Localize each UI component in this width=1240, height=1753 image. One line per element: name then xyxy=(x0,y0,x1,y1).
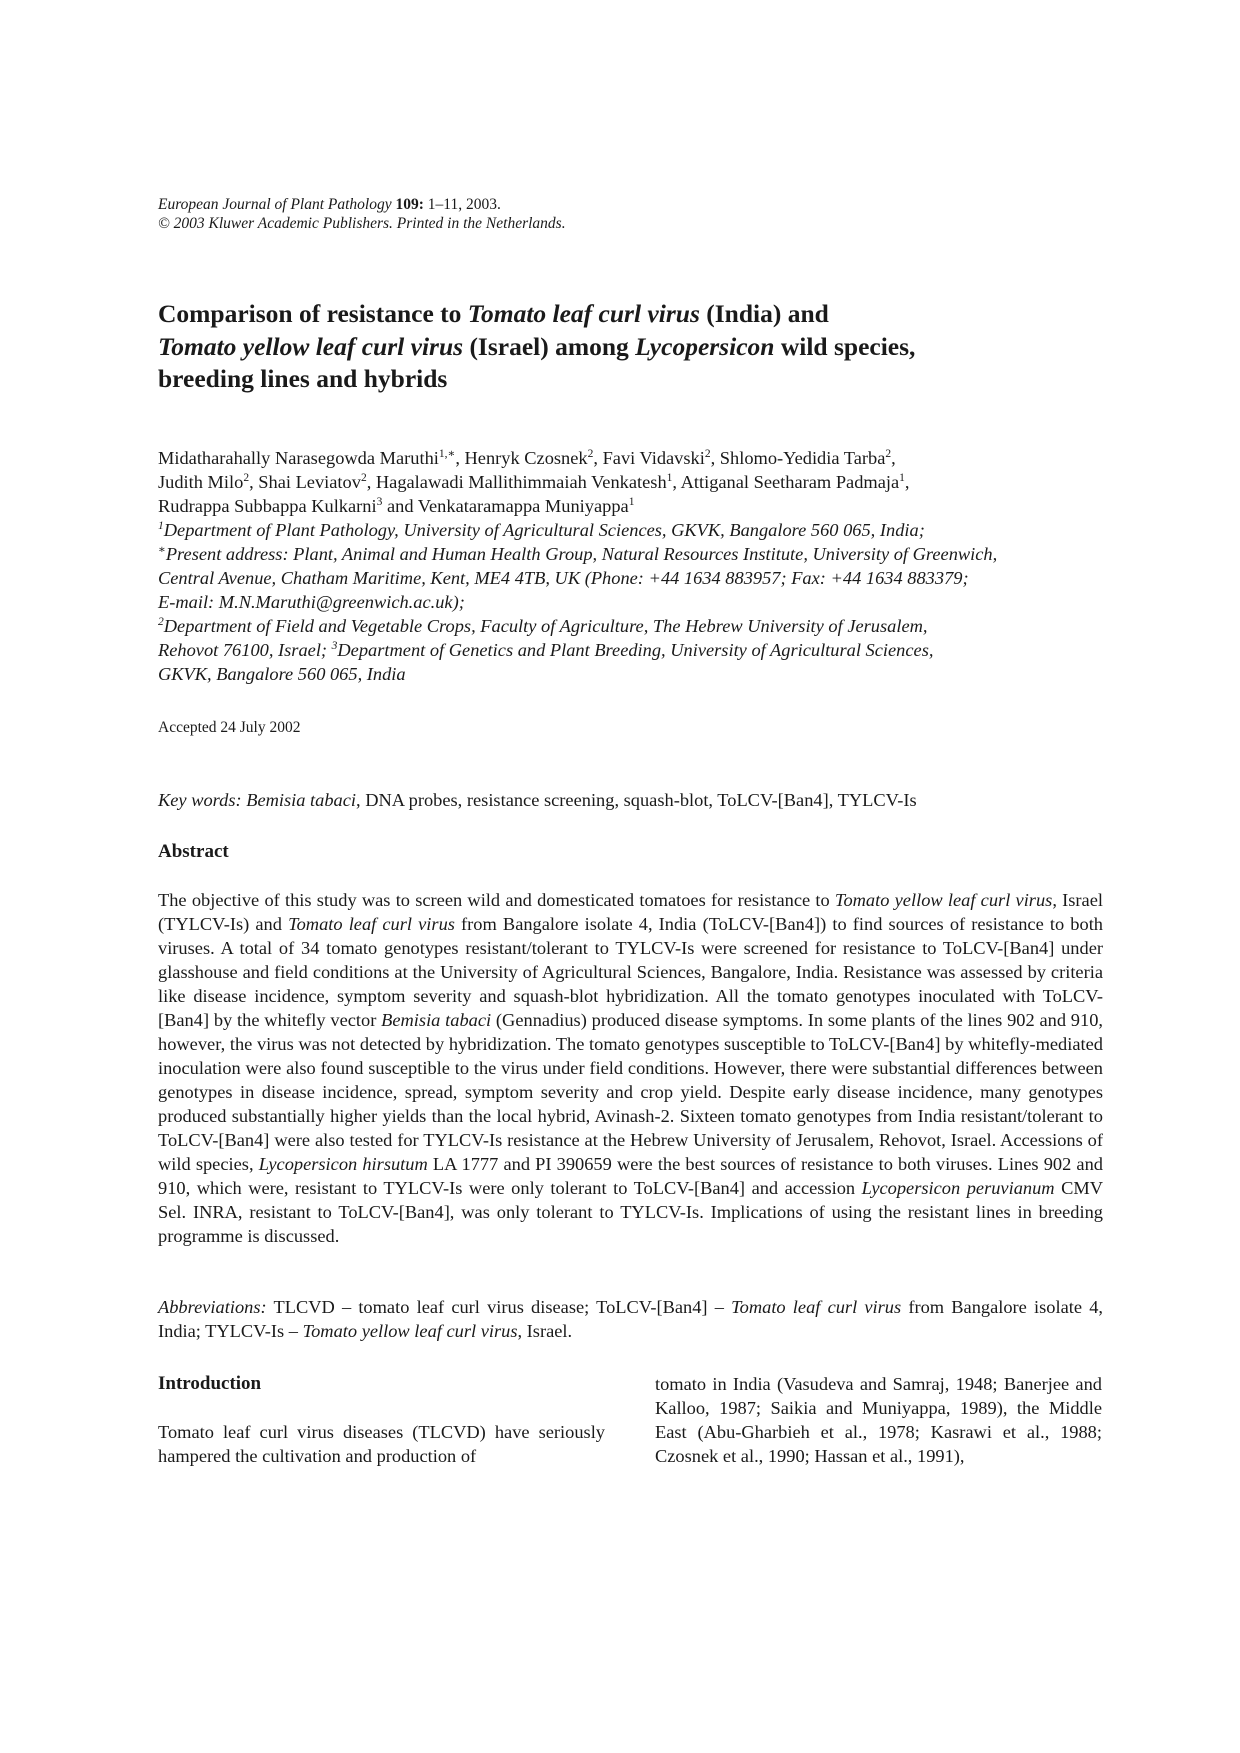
authors-affiliations xyxy=(158,446,1103,686)
author-sup: 2 xyxy=(885,448,892,460)
affiliation-3-cont: GKVK, Bangalore 560 065, India xyxy=(158,664,406,684)
author-sup: 3 xyxy=(376,496,383,508)
author-sup: 1 xyxy=(628,496,635,508)
keywords-label: Key words: xyxy=(158,790,242,810)
abbreviations-label: Abbreviations: xyxy=(158,1297,267,1317)
present-address-2: Central Avenue, Chatham Maritime, Kent, ME4 4TB, UK (Phone: +44 1634 883957; Fax: +44 1634 883379; xyxy=(158,568,969,588)
keywords xyxy=(158,788,1103,812)
author-sup: 2 xyxy=(243,472,250,484)
abstract-heading: Abstract xyxy=(158,841,229,862)
abstract-text: (Gennadius) produced disease symptoms. In some plants of the lines 902 and 910, however, the virus was not detected by hybridization. The tomato genotypes susceptible to ToLCV-[Ban4] by whitefly-mediated inoculation were also found susceptible to the virus under field conditions. However, there were substantial differences between genotypes in disease incidence, spread, symptom severity and crop yield. Despite early disease incidence, many genotypes produced substantially higher yields than the local hybrid, Avinash-2. Sixteen tomato genotypes from India resistant/tolerant to ToLCV-[Ban4] were also tested for TYLCV-Is resistance at the Hebrew University of Jerusalem, Rehovot, Israel. Accessions of wild species, xyxy=(158,1010,1103,1174)
abbrev-italic: Tomato leaf curl virus xyxy=(731,1297,902,1317)
title-part: (Israel) among xyxy=(463,331,636,361)
abstract-italic: Bemisia tabaci xyxy=(381,1010,492,1030)
author-name: , Shlomo-Yedidia Tarba xyxy=(710,448,886,468)
title-part: Tomato leaf curl virus xyxy=(467,299,700,328)
author-name: , Attiganal Seetharam Padmaja xyxy=(672,472,900,492)
abstract-italic: Tomato leaf curl virus xyxy=(288,914,455,934)
title-part: (India) and xyxy=(699,299,829,328)
author-name: , Favi Vidavski xyxy=(593,448,705,468)
present-address-1: Present address: Plant, Animal and Human Health Group, Natural Resources Institute, University of Greenwich, xyxy=(165,544,998,564)
author-name: , Henryk Czosnek xyxy=(455,448,588,468)
title-part: Lycopersicon xyxy=(635,331,775,361)
abstract-body xyxy=(158,888,1103,1248)
journal-name: European Journal of Plant Pathology xyxy=(158,196,392,213)
author-sup: 1 xyxy=(666,472,673,484)
author-name: , Shai Leviatov xyxy=(249,472,361,492)
author-sup: 2 xyxy=(360,472,367,484)
introduction-heading: Introduction xyxy=(158,1373,262,1394)
title-part: wild species, xyxy=(774,331,916,361)
author-sep: , xyxy=(904,472,910,492)
abstract-text: CMV Sel. INRA, resistant to ToLCV-[Ban4], was only tolerant to TYLCV-Is. Implications of using the resistant lines in breeding programme is discussed. xyxy=(158,1178,1104,1246)
author-name: and Venkataramappa Muniyappa xyxy=(382,496,629,516)
keyword-italic: Bemisia tabaci xyxy=(241,790,357,810)
author-name: , Hagalawadi Mallithimmaiah Venkatesh xyxy=(366,472,667,492)
abstract-text: from Bangalore isolate 4, India (ToLCV-[Ban4]) to find sources of resistance to both viruses. A total of 34 tomato genotypes resistant/tolerant to TYLCV-Is were screened for resistance to ToLCV-[Ban4] under glasshouse and field conditions at the University of Agricultural Sciences, Bangalore, India. Resistance was assessed by criteria like disease incidence, symptom severity and squash-blot hybridization. All the tomato genotypes inoculated with ToLCV-[Ban4] by the whitefly vector xyxy=(158,914,1104,1030)
abbrev-text: from Bangalore isolate 4, India; TYLCV-Is – xyxy=(158,1297,1103,1341)
author-name: Judith Milo xyxy=(158,472,244,492)
affil-sup: 2 xyxy=(158,616,164,628)
intro-right-column xyxy=(655,1372,1102,1468)
title-part: breeding lines and hybrids xyxy=(158,364,448,393)
abstract-text: , Israel (TYLCV-Is) and xyxy=(158,890,1103,934)
affil-sup: 3 xyxy=(331,640,338,652)
affil-sup: 1 xyxy=(158,520,164,532)
author-sup: 1,∗ xyxy=(438,448,456,460)
accepted-date: Accepted 24 July 2002 xyxy=(158,719,301,736)
journal-header xyxy=(158,195,1103,233)
title-part: Comparison of resistance to xyxy=(158,299,468,328)
copyright-line: © 2003 Kluwer Academic Publishers. Printed in the Netherlands. xyxy=(158,215,566,232)
affiliation-3: Department of Genetics and Plant Breeding, University of Agricultural Sciences, xyxy=(337,640,934,660)
abstract-italic: Tomato yellow leaf curl virus xyxy=(834,890,1053,910)
author-sup: 1 xyxy=(899,472,905,484)
author-sep: , xyxy=(891,448,896,468)
abstract-italic: Lycopersicon peruvianum xyxy=(861,1178,1055,1198)
author-name: Midatharahally Narasegowda Maruthi xyxy=(158,448,439,468)
author-sup: 2 xyxy=(704,448,711,460)
abbreviations xyxy=(158,1295,1103,1343)
keywords-rest: , DNA probes, resistance screening, squash-blot, ToLCV-[Ban4], TYLCV-Is xyxy=(356,790,917,810)
title-part: Tomato yellow leaf curl virus xyxy=(158,331,464,361)
paper-title xyxy=(158,298,1098,396)
abbrev-text: , Israel. xyxy=(517,1321,573,1341)
author-sup: 2 xyxy=(587,448,594,460)
affil-sup: ∗ xyxy=(158,544,166,556)
intro-left-column xyxy=(158,1372,605,1468)
journal-pages-year: 1–11, 2003. xyxy=(423,196,501,213)
affiliation-2: Department of Field and Vegetable Crops, Faculty of Agriculture, The Hebrew University of Jerusalem, xyxy=(163,616,928,636)
abstract-text: LA 1777 and PI 390659 were the best sources of resistance to both viruses. Lines 902 and 910, which were, resistant to TYLCV-Is were only tolerant to ToLCV-[Ban4] and accession xyxy=(158,1154,1103,1198)
abstract-italic: Lycopersicon hirsutum xyxy=(258,1154,428,1174)
author-name: Rudrappa Subbappa Kulkarni xyxy=(158,496,377,516)
abbrev-italic: Tomato yellow leaf curl virus xyxy=(302,1321,518,1341)
intro-paragraph: Tomato leaf curl virus diseases (TLCVD) have seriously hampered the cultivation and production of xyxy=(158,1422,605,1466)
abstract-text: The objective of this study was to screen wild and domesticated tomatoes for resistance to xyxy=(158,890,835,910)
intro-paragraph-cont: tomato in India (Vasudeva and Samraj, 1948; Banerjee and Kalloo, 1987; Saikia and Muniyappa, 1989), the Middle East (Abu-Gharbieh et al., 1978; Kasrawi et al., 1988; Czosnek et al., 1990; Hassan et al., 1991), xyxy=(655,1374,1102,1466)
affiliation-2-cont: Rehovot 76100, Israel; xyxy=(158,640,332,660)
present-address-3: E-mail: M.N.Maruthi@greenwich.ac.uk); xyxy=(158,592,465,612)
journal-volume: 109: xyxy=(395,196,424,213)
affiliation-1: Department of Plant Pathology, University of Agricultural Sciences, GKVK, Bangalore 560 065, India; xyxy=(163,520,925,540)
abbrev-text: TLCVD – tomato leaf curl virus disease; ToLCV-[Ban4] – xyxy=(266,1297,732,1317)
